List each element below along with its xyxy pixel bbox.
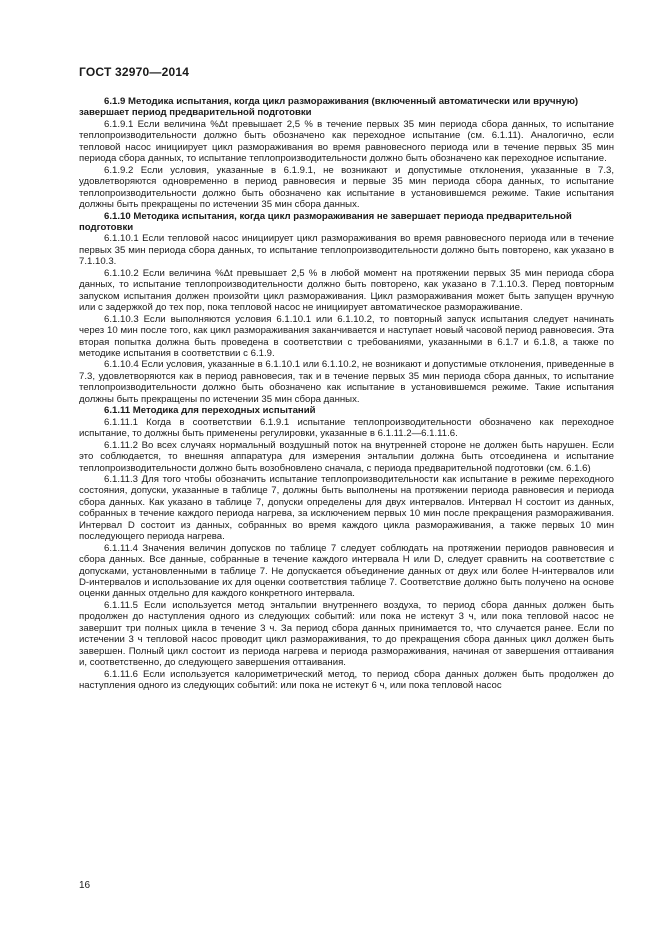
section-heading: 6.1.9 Методика испытания, когда цикл размораживания (включенный автоматически или вручную) завершает период предварительной подготовки [79, 96, 579, 119]
paragraph: 6.1.11.4 Значения величин допусков по таблице 7 следует соблюдать на протяжении периодов равновесия и сбора данных. Все данные, собранные в течение каждого интервала H или D, следует сравнить на соответствие с допусками, установленными в таблице 7. Не допускается объединение данных от двух или более H-интервалов или D-интервалов и использование их для оценки соответствия таблице 7. Соответствие должно быть получено на основе оценки данных отдельно для каждого конкретного интервала. [79, 542, 614, 600]
paragraph: 6.1.10.2 Если величина %Δt превышает 2,5 % в любой момент на протяжении первых 35 мин периода сбора данных, то испытание теплопроизводительности должно быть повторено, как указано в 7.1.10.3. Перед повторным запуском испытания должен произойти цикл размораживания. Цикл размораживания может быть запущен вручную или с задержкой до тех пор, пока тепловой насос не инициирует автоматическое размораживание. [79, 267, 614, 314]
paragraph: 6.1.11.5 Если используется метод энтальпии внутреннего воздуха, то период сбора данных должен быть продолжен до наступления одного из следующих событий: или пока не истекут 3 ч, или пока тепловой насос не завершит три полных цикла в течение 3 ч. За период сбора данных принимается то, что случается ранее. Если по истечении 3 ч тепловой насос проводит цикл размораживания, то до прекращения сбора данных цикл должен быть завершен. Полный цикл состоит из периода нагрева и периода размораживания, начиная от завершения оттаивания и, соответственно, до следующего завершения оттаивания. [79, 599, 614, 669]
paragraph: 6.1.9.2 Если условия, указанные в 6.1.9.1, не возникают и допустимые отклонения, указанные в 7.3, удовлетворяются одновременно в период равновесия и первые 35 мин периода сбора данных, то испытание теплопроизводительности должно быть обозначено как испытание в установившемся режиме. Такие испытания должны быть прекращены по истечении 35 мин сбора данных. [79, 164, 614, 211]
paragraph: 6.1.11.1 Когда в соответствии 6.1.9.1 испытание теплопроизводительности обозначено как переходное испытание, то должны быть применены регулировки, указанные в 6.1.11.2—6.1.11.6. [79, 416, 614, 440]
paragraph: 6.1.11.6 Если используется калориметрический метод, то период сбора данных должен быть продолжен до наступления одного из следующих событий: или пока не истекут 6 ч, или пока тепловой насос [79, 668, 614, 692]
paragraph: 6.1.11.3 Для того чтобы обозначить испытание теплопроизводительности как испытание в режиме переходного состояния, допуски, указанные в таблице 7, должны быть выполнены на протяжении периода равновесия и периода сбора данных. Как указано в таблице 7, допуски определены для двух интервалов. Интервал H состоит из данных, собранных в течение каждого периода нагрева, за исключением первых 10 мин после прекращения размораживания. Интервал D состоит из данных, собранных во время каждого цикла размораживания, а также первых 10 мин последующего периода нагрева. [79, 473, 614, 543]
page-number: 16 [79, 880, 91, 891]
paragraph: 6.1.10.4 Если условия, указанные в 6.1.10.1 или 6.1.10.2, не возникают и допустимые отклонения, приведенные в 7.3, удовлетворяются как в период равновесия, так и в течение первых 35 мин периода сбора данных, то испытание теплопроизводительности должно быть обозначено как испытание в установившемся режиме. Такие испытания должны быть прекращены по истечении 35 мин сбора данных. [79, 359, 614, 405]
paragraph: 6.1.9.1 Если величина %Δt превышает 2,5 % в течение первых 35 мин периода сбора данных, то испытание теплопроизводительности должно быть обозначено как переходное испытание (см. 6.1.11). Аналогично, если тепловой насос инициирует цикл размораживания во время равновесного периода или в течение первых 35 мин периода сбора данных, то испытание теплопроизводительности должно быть обозначено как переходное испытание. [79, 118, 614, 165]
paragraph: 6.1.11.2 Во всех случаях нормальный воздушный поток на внутренней стороне не должен быть нарушен. Если это соблюдается, то внешняя аппаратура для измерения энтальпии должна быть отсоединена и испытание теплопроизводительности должно быть возобновлено сначала, с периода предварительной подготовки (см. 6.1.6) [79, 439, 614, 474]
section-heading: 6.1.10 Методика испытания, когда цикл размораживания не завершает периода предварительной подготовки [79, 210, 572, 233]
page-header: ГОСТ 32970—2014 [79, 65, 190, 79]
paragraph: 6.1.10.1 Если тепловой насос инициирует цикл размораживания во время равновесного периода или в течение первых 35 мин периода сбора данных, то испытание теплопроизводительности должно быть повторено, как указано в 7.1.10.3. [79, 233, 614, 268]
paragraph: 6.1.10.3 Если выполняются условия 6.1.10.1 или 6.1.10.2, то повторный запуск испытания следует начинать через 10 мин после того, как цикл размораживания заканчивается и наступает новый часовой период равновесия. Эта вторая попытка должна быть проведена в соответствии с требованиями, указанными в 6.1.7 и 6.1.8, а также по методике испытания в соответствии с 6.1.9. [79, 313, 614, 359]
document-body [79, 96, 614, 692]
section-heading: 6.1.11 Методика для переходных испытаний [104, 405, 316, 417]
